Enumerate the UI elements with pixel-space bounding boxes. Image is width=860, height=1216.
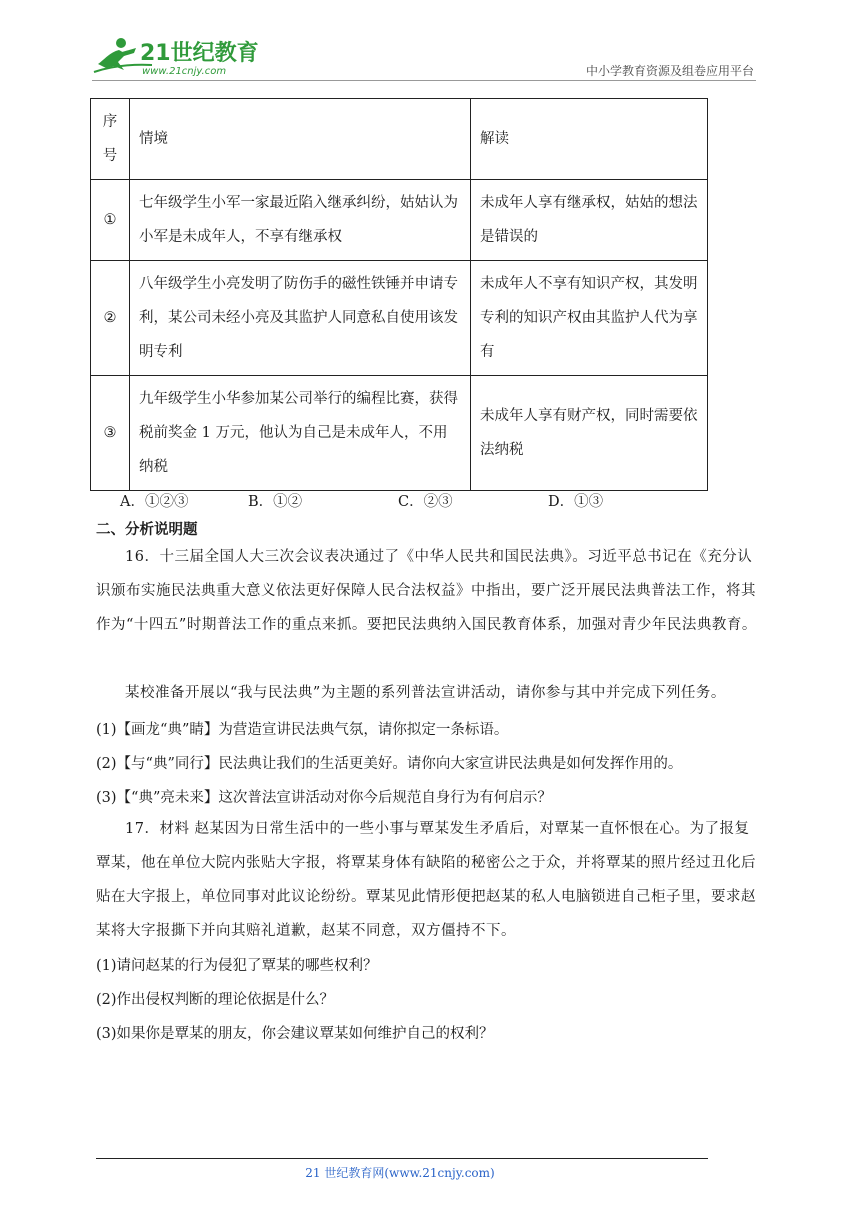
q16-sub3: (3)【“典”亮未来】这次普法宣讲活动对你今后规范自身行为有何启示？ xyxy=(96,790,552,806)
table-row xyxy=(91,261,708,376)
q16-intro: 16．十三届全国人大三次会议表决通过了《中华人民共和国民法典》。习近平总书记在《充分认识颁布实施民法典重大意义依法更好保障人民合法权益》中指出，要广泛开展民法典普法工作，将其作为“十四五”时期普法工作的重点来抓。要把民法典纳入国民教育体系，加强对青少年民法典教育。 xyxy=(96,549,757,633)
row-index: ① xyxy=(91,180,130,261)
row-interpretation: 未成年人享有财产权，同时需要依法纳税 xyxy=(471,376,708,491)
logo xyxy=(92,34,272,80)
q17-sub3: (3)如果你是覃某的朋友，你会建议覃某如何维护自己的权利？ xyxy=(96,1026,494,1042)
row-context: 七年级学生小军一家最近陷入继承纠纷，姑姑认为小军是未成年人，不享有继承权 xyxy=(130,180,471,261)
table-header-row xyxy=(91,99,708,180)
row-index: ③ xyxy=(91,376,130,491)
site-name: 中小学教育资源及组卷应用平台 xyxy=(585,64,754,78)
logo-subtext: www.21cnjy.com xyxy=(142,66,227,77)
page-footer: 21 世纪教育网(www.21cnjy.com) xyxy=(305,1166,495,1180)
row-context: 八年级学生小亮发明了防伤手的磁性铁锤并申请专利，某公司未经小亮及其监护人同意私自使用该发明专利 xyxy=(130,261,471,376)
choice-a: A．①②③ xyxy=(120,494,189,510)
q17-material: 17．材料 赵某因为日常生活中的一些小事与覃某发生矛盾后，对覃某一直怀恨在心。为了报复覃某，他在单位大院内张贴大字报，将覃某身体有缺陷的秘密公之于众，并将覃某的照片经过丑化后贴在大字报上，单位同事对此议论纷纷。覃某见此情形便把赵某的私人电脑锁进自己柜子里，要求赵某将大字报撕下并向其赔礼道歉，赵某不同意，双方僵持不下。 xyxy=(96,821,756,939)
table-row xyxy=(91,180,708,261)
header-divider xyxy=(92,80,756,81)
row-interpretation: 未成年人享有继承权，姑姑的想法是错误的 xyxy=(471,180,708,261)
row-context: 九年级学生小华参加某公司举行的编程比赛，获得税前奖金 1 万元，他认为自己是未成年人，不用纳税 xyxy=(130,376,471,491)
logo-text: 21世纪教育 xyxy=(140,41,259,66)
q16-sub1: (1)【画龙“典”睛】为营造宣讲民法典气氛，请你拟定一条标语。 xyxy=(96,722,509,738)
q16-task: 某校准备开展以“我与民法典”为主题的系列普法宣讲活动，请你参与其中并完成下列任务。 xyxy=(125,685,726,701)
header-cell-interpretation: 解读 xyxy=(471,99,708,180)
choice-b: B．①② xyxy=(248,494,303,510)
header-cell-context: 情境 xyxy=(130,99,471,180)
choice-d: D．①③ xyxy=(548,494,604,510)
row-index: ② xyxy=(91,261,130,376)
section-title: 二、分析说明题 xyxy=(96,521,198,538)
header-cell-index: 序 号 xyxy=(91,99,130,180)
answer-choices xyxy=(120,490,740,514)
question-table xyxy=(90,98,708,491)
q17-sub1: (1)请问赵某的行为侵犯了覃某的哪些权利？ xyxy=(96,958,378,974)
row-interpretation: 未成年人不享有知识产权，其发明专利的知识产权由其监护人代为享有 xyxy=(471,261,708,376)
footer-divider xyxy=(96,1158,708,1159)
choice-c: C．②③ xyxy=(398,494,453,510)
page-header xyxy=(92,34,756,82)
table-row xyxy=(91,376,708,491)
q17-sub2: (2)作出侵权判断的理论依据是什么？ xyxy=(96,992,335,1008)
q16-sub2: (2)【与“典”同行】民法典让我们的生活更美好。请你向大家宣讲民法典是如何发挥作用的。 xyxy=(96,756,683,772)
